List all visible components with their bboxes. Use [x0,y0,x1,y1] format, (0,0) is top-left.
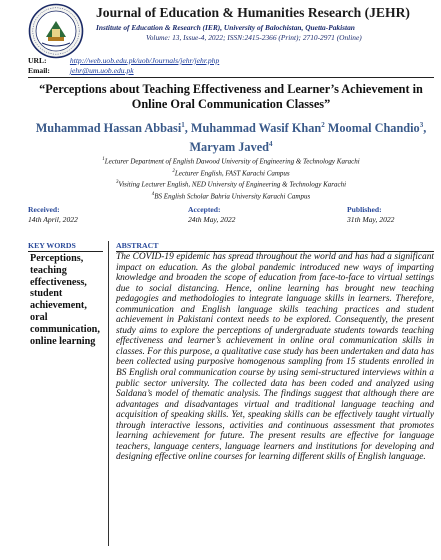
author-sup: 3 [419,121,424,129]
affiliation-item: $^2$Lecturer English, FAST Karachi Campus [172,168,290,178]
university-seal-logo [28,3,84,59]
published-label: Published: [347,205,382,214]
keywords-heading: KEY WORDS [28,241,103,252]
author-sup: 4 [269,140,273,149]
url-row [28,56,219,65]
journal-institute: Institute of Education & Research (IER), University of Balochistan, Quetta-Pakistan [96,23,355,32]
received-value: 14th April, 2022 [28,215,78,224]
author-name: Muhammad Hassan Abbasi [35,121,182,136]
author-sup: 2 [321,121,325,129]
affiliation-list [28,155,434,202]
keywords-text: Perceptions, teaching effectiveness, student achievement, oral communication, online learning [30,253,100,347]
author-sup: 1 [181,121,185,129]
email-label: Email: [28,66,50,75]
accepted-value: 24th May, 2022 [188,215,236,224]
publication-dates [28,205,434,229]
received-date [28,205,78,225]
accepted-date [188,205,235,225]
published-value: 31th May, 2022 [347,215,395,224]
accepted-label: Accepted: [188,205,221,214]
url-link[interactable]: http://web.uob.edu.pk/uob/Journals/jehr/jehr.php [69,56,220,65]
paper-title: “Perceptions about Teaching Effectiveness and Learner’s Achievement in Online Oral Communication Classes” [39,82,423,111]
column-divider [108,241,109,546]
affiliation-item: $^3$Visiting Lecturer English, NED University of Engineering & Technology Karachi [115,180,347,189]
journal-title: Journal of Education & Humanities Research (JEHR) [96,5,410,20]
header-divider [28,77,434,78]
abstract-text: The COVID-19 epidemic has spread throughout the world and has had a significant impact on education. As the global pandemic introduced new ways of imparting knowledge and broaden the scope of education from face-to-face to virtual settings due to social distancing. Hence, online learning has brought new teaching pedagogies and methodologies to integrate language skills in learners. Therefore, communication and English language skills teaching practices and student achievement in Pakistani context needs to be explored. Consequently, the present study aims to explore the perceptions of undergraduate students towards teaching effectiveness and learner’s achievement in online oral communication skills in classes. For this purpose, a qualitative case study has been undertaken and data has been collected using purposive homogenous sampling from 15 students enrolled in BS English oral communication course by using semi-structured interviews within a public sector university. The collected data has been coded and analyzed using Saldana’s model of thematic analysis. The findings suggest that although there are advantages and disadvantages virtual and traditional language teaching and acquisition of speaking skills. Yet, speaking skills can be effectively taught virtually through interactive lessons, activities and continuous assessment that promotes learning achievement for future. The present results are effective for language teachers, language centers, language learners and institutions for developing and designing effective online courses for learning different skills of English language. [116,252,434,463]
author-name: Moomal Chandio [327,121,420,136]
author-name: Maryam Javed [189,140,270,155]
email-row [28,66,134,75]
journal-volume: Volume: 13, Issue-4, 2022; ISSN:2415-2366 (Print); 2710-2971 (Online) [146,33,362,42]
author-list: Muhammad Hassan Abbasi$^1$, Muhammad Wasif Khan$^2$ Moomal Chandio$^3$, Maryam Javed$^4$ [35,121,427,155]
author-name: Muhammad Wasif Khan [190,121,322,136]
abstract-heading: ABSTRACT [116,241,434,252]
affiliation-item: $^1$Lecturer Department of English Dawood University of Engineering & Technology Karachi [102,157,360,166]
url-label: URL: [28,56,47,65]
received-label: Received: [28,205,60,214]
published-date [347,205,394,225]
affiliation-item: $^4$BS English Scholar Bahria University Karachi Campus [151,192,311,201]
email-link[interactable]: jehr@um.uob.edu.pk [69,66,134,75]
